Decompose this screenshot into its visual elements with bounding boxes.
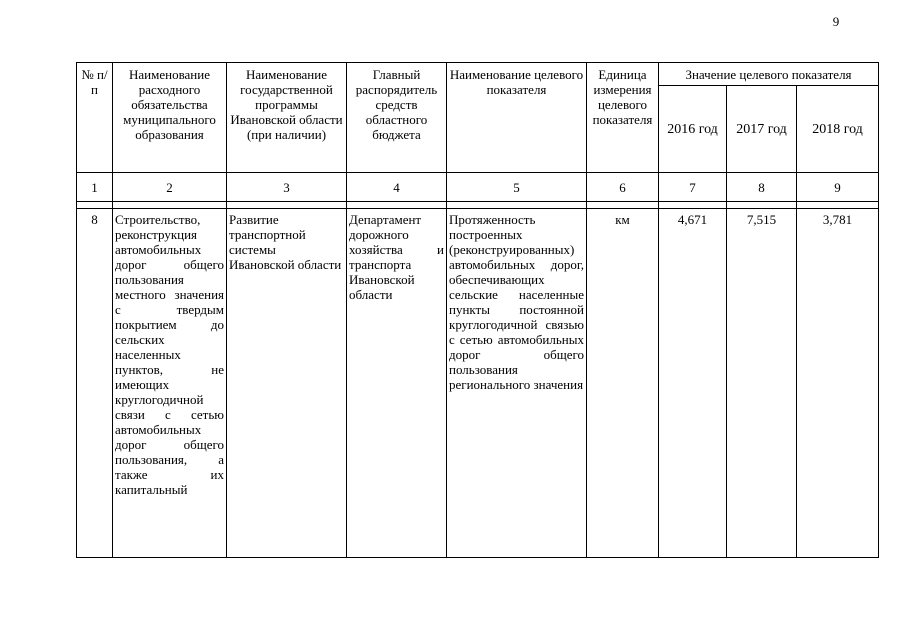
column-numbers-row (77, 173, 879, 202)
header-year-2017: 2017 год (727, 86, 797, 173)
header-target-value: Значение целевого показателя (659, 63, 879, 86)
column-number: 3 (227, 173, 347, 202)
table-row (77, 209, 879, 558)
row-program: Развитие транспортной системы Ивановской области (227, 209, 347, 558)
header-year-2016: 2016 год (659, 86, 727, 173)
column-number: 8 (727, 173, 797, 202)
column-number: 6 (587, 173, 659, 202)
header-unit: Единица измерения целевого показателя (587, 63, 659, 173)
row-num: 8 (77, 209, 113, 558)
column-number: 5 (447, 173, 587, 202)
header-row (77, 63, 879, 86)
row-obligation: Строительство, реконструкция автомобильных дорог общего пользования местного значения с твердым покрытием до сельских населенных пунктов, не имеющих круглогодичной связи с сетью автомобильных дорог общего пользования, а также их капитальный (113, 209, 227, 558)
spacer-row (77, 202, 879, 209)
row-indicator: Протяженность построенных (реконструированных) автомобильных дорог, обеспечивающих сельские населенные пункты постоянной круглогодичной связью с сетью автомобильных дорог общего пользования регионального значения (447, 209, 587, 558)
header-obligation: Наименование расходного обязательства муниципального образования (113, 63, 227, 173)
column-number: 7 (659, 173, 727, 202)
column-number: 2 (113, 173, 227, 202)
row-value-2018: 3,781 (797, 209, 879, 558)
column-number: 9 (797, 173, 879, 202)
target-indicators-table (76, 62, 879, 558)
row-value-2016: 4,671 (659, 209, 727, 558)
header-manager: Главный распорядитель средств областного бюджета (347, 63, 447, 173)
header-program: Наименование государственной программы Ивановской области (при наличии) (227, 63, 347, 173)
header-year-2018: 2018 год (797, 86, 879, 173)
row-unit: км (587, 209, 659, 558)
row-manager: Департамент дорожного хозяйства и транспорта Ивановской области (347, 209, 447, 558)
row-value-2017: 7,515 (727, 209, 797, 558)
header-indicator: Наименование целевого показателя (447, 63, 587, 173)
column-number: 1 (77, 173, 113, 202)
column-number: 4 (347, 173, 447, 202)
header-num: № п/п (77, 63, 113, 173)
page-number: 9 (832, 14, 840, 29)
